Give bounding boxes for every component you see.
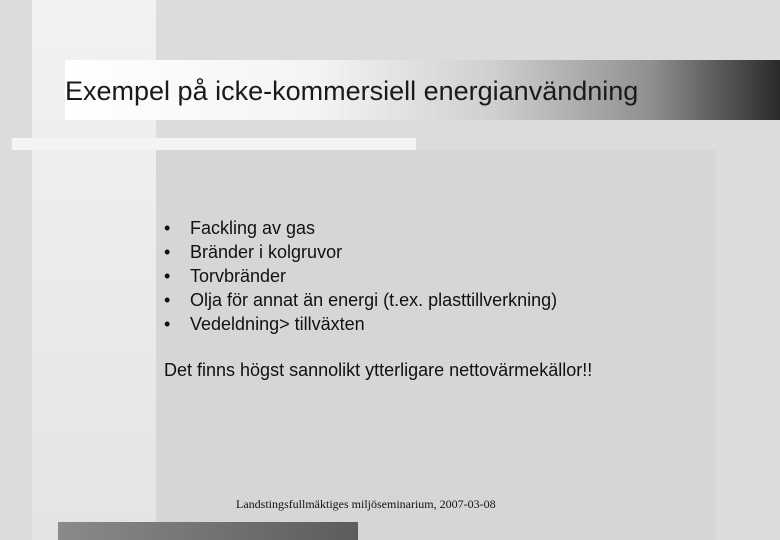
bullet-item: • Olja för annat än energi (t.ex. plasttillverkning) [164,288,557,312]
slide-title: Exempel på icke-kommersiell energianvändning [65,76,639,106]
background-bottom-bar [58,522,358,540]
bullet-item: • Bränder i kolgruvor [164,240,557,264]
slide-footer: Landstingsfullmäktiges miljöseminarium, 2007-03-08 [236,497,496,511]
slide-note: Det finns högst sannolikt ytterligare nettovärmekällor!! [164,360,593,380]
bullet-item: • Torvbränder [164,264,557,288]
bullet-item: • Vedeldning> tillväxten [164,312,557,336]
background-content-panel [156,150,716,540]
title-bar [65,60,780,120]
bullet-item: • Fackling av gas [164,216,557,240]
bullet-list [164,216,557,336]
title-separator-bar [12,138,416,150]
